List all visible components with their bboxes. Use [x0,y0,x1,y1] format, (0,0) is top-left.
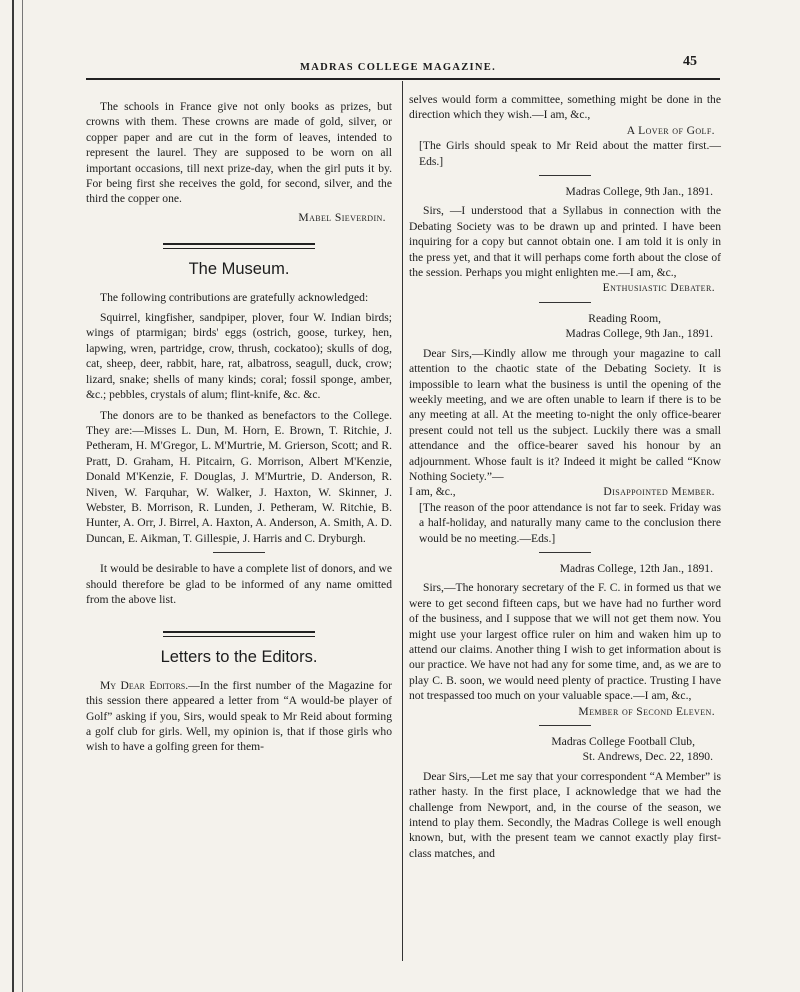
short-divider [539,302,591,303]
page-number: 45 [683,54,697,69]
binding-edge [12,0,14,992]
football-letter: Dear Sirs,—Let me say that your correspondent “A Member” is rather hasty. In the first place, I acknowledge that we had the challenge from Newport, and, in the course of the season, we intend to play them. Secondly, the Madras College is well enough known, but, with the present team we cannot exactly play first-class matches, and [409,769,721,860]
debate-dateline: Madras College, 9th Jan., 1891. [565,185,713,199]
reading-room-letter: Dear Sirs,—Kindly allow me through your magazine to call attention to the chaotic state of the Debating Society. It is impossible to learn what the business is until the opening of the weekly meeting, and we are often unable to learn if there is to be any meeting at all. At the meeting to-night the only office-bearer present could not tell us the subject. Luckily there was a small attendance and the office-bearer saved his honour by an adjournment. Whose fault is it? Indeed it might be called “Know Nothing Society.”— [409,346,721,483]
letters-text: —In the first number of the Magazine for this session there appeared a letter from “A would-be player of Golf” asking if you, Sirs, would speak to Mr Reid about forming a golf club for girls. Well, my opinion is, that if those girls who wish to have a golfing green for them- [86,678,393,754]
museum-intro: The following contributions are gratefully acknowledged: [100,290,369,304]
golf-editor-note: [The Girls should speak to Mr Reid about the matter first.—Eds.] [419,139,721,168]
section-ornament [163,631,315,637]
museum-contributions: Squirrel, kingfisher, sandpiper, plover, four W. Indian birds; wings of ptarmigan; birds' eggs (ostrich, goose, turkey, hen, lapwing, wren, partridge, crow, thrush, cockatoo); skulls of dog, cat, sheep, deer, rabbit, hare, rat, albatross, seagull, duck, crow; lizard, snake; shells of many kinds; coral; fossil sponge, amber, &c.; pebbles, crystals of alum; flint-knife, &c. &c. [86,311,392,402]
short-divider [539,175,591,176]
reading-room-dateline: Madras College, 9th Jan., 1891. [565,327,713,341]
reading-room-editor-note: [The reason of the poor attendance is not far to seek. Friday was a half-holiday, and naturally many came to the conclusion there would be no meeting.—Eds.] [419,500,721,545]
caps-signature: Member of Second Eleven. [578,704,715,718]
letters-paragraph [86,678,392,755]
section-ornament [163,243,315,249]
short-divider [213,552,265,553]
short-divider [539,552,591,553]
museum-heading: The Museum. [188,260,290,279]
running-header: MADRAS COLLEGE MAGAZINE. [300,62,497,73]
golf-signature: A Lover of Golf. [626,123,715,137]
museum-donors: The donors are to be thanked as benefactors to the College. They are:—Misses L. Dun, M. Horn, E. Brown, T. Ritchie, J. Petheram, H. M'Gregor, L. M'Murtrie, M. Grierson, Scott; and R. Pratt, D. Graham, H. Pitcairn, G. Morrison, Albert M'Kenzie, Donald M'Kenzie, F. Douglas, J. M'Murtrie, D. Anderson, R. Niven, W. Farquhar, W. Walker, J. Haxton, W. Skinner, J. Webster, B. Morrison, R. Lunden, J. Petheram, W. Ritchie, B. Hunter, A. Orr, J. Birrel, A. Haxton, A. Anderson, A. Smith, A. D. Duncan, E. Aikman, T. Gillespie, J. Harris and C. Dryburgh. [86,408,392,545]
reading-room-place: Reading Room, [588,311,661,325]
museum-closing: It would be desirable to have a complete list of donors, and we should therefore be glad to be informed of any name omitted from the above list. [86,562,392,606]
reading-room-signoff [409,484,721,499]
caps-dateline: Madras College, 12th Jan., 1891. [559,561,713,575]
crowns-signature: Mabel Sieverdin. [298,210,386,224]
caps-letter: Sirs,—The honorary secretary of the F. C. in formed us that we were to get second fifteen caps, but we have had no further word of the business, and I suppose that we will not get them now. You might use your largest office ruler on him and waken him up to attend our claims. Another thing I wish to get information about is our practice. We have not had any for some time, and, as we are to play C. B. soon, we would need plenty of practice. Trusting I have not trespassed too much on your valuable space.—I am, &c., [409,581,721,703]
left-column [86,99,392,755]
football-dateline: St. Andrews, Dec. 22, 1890. [582,750,713,764]
golf-letter-continued: selves would form a committee, something might be done in the direction which they wish.—I am, &c., [409,93,721,122]
short-divider [539,725,591,726]
football-place: Madras College Football Club, [551,735,695,749]
column-divider [402,81,403,961]
right-column [409,92,721,861]
header-rule [86,78,720,80]
letters-salutation: My Dear Editors. [100,678,189,692]
letters-heading: Letters to the Editors. [160,648,318,667]
binding-edge-inner [22,0,23,992]
reading-room-closing: I am, &c., [409,485,456,499]
reading-room-signature: Disappointed Member. [603,485,715,499]
debate-letter: Sirs, —I understood that a Syllabus in connection with the Debating Society was to be drawn up and printed. I have been inquiring for a copy but cannot obtain one. I am told it is only in the press yet, and that it will perhaps come forth about the close of the session. Perhaps you might enlighten me.—I am, &c., [409,204,721,280]
debate-signature: Enthusiastic Debater. [602,281,715,295]
crowns-paragraph: The schools in France give not only books as prizes, but crowns with them. These crowns are made of gold, silver, or copper paper and are cut in the form of leaves, intended to represent the laurel. They are supposed to be worn on all important occasions, till next prize-day, when the girl puts it by. For being first she receives the gold, for second, silver, and the third the copper one. [86,100,392,206]
